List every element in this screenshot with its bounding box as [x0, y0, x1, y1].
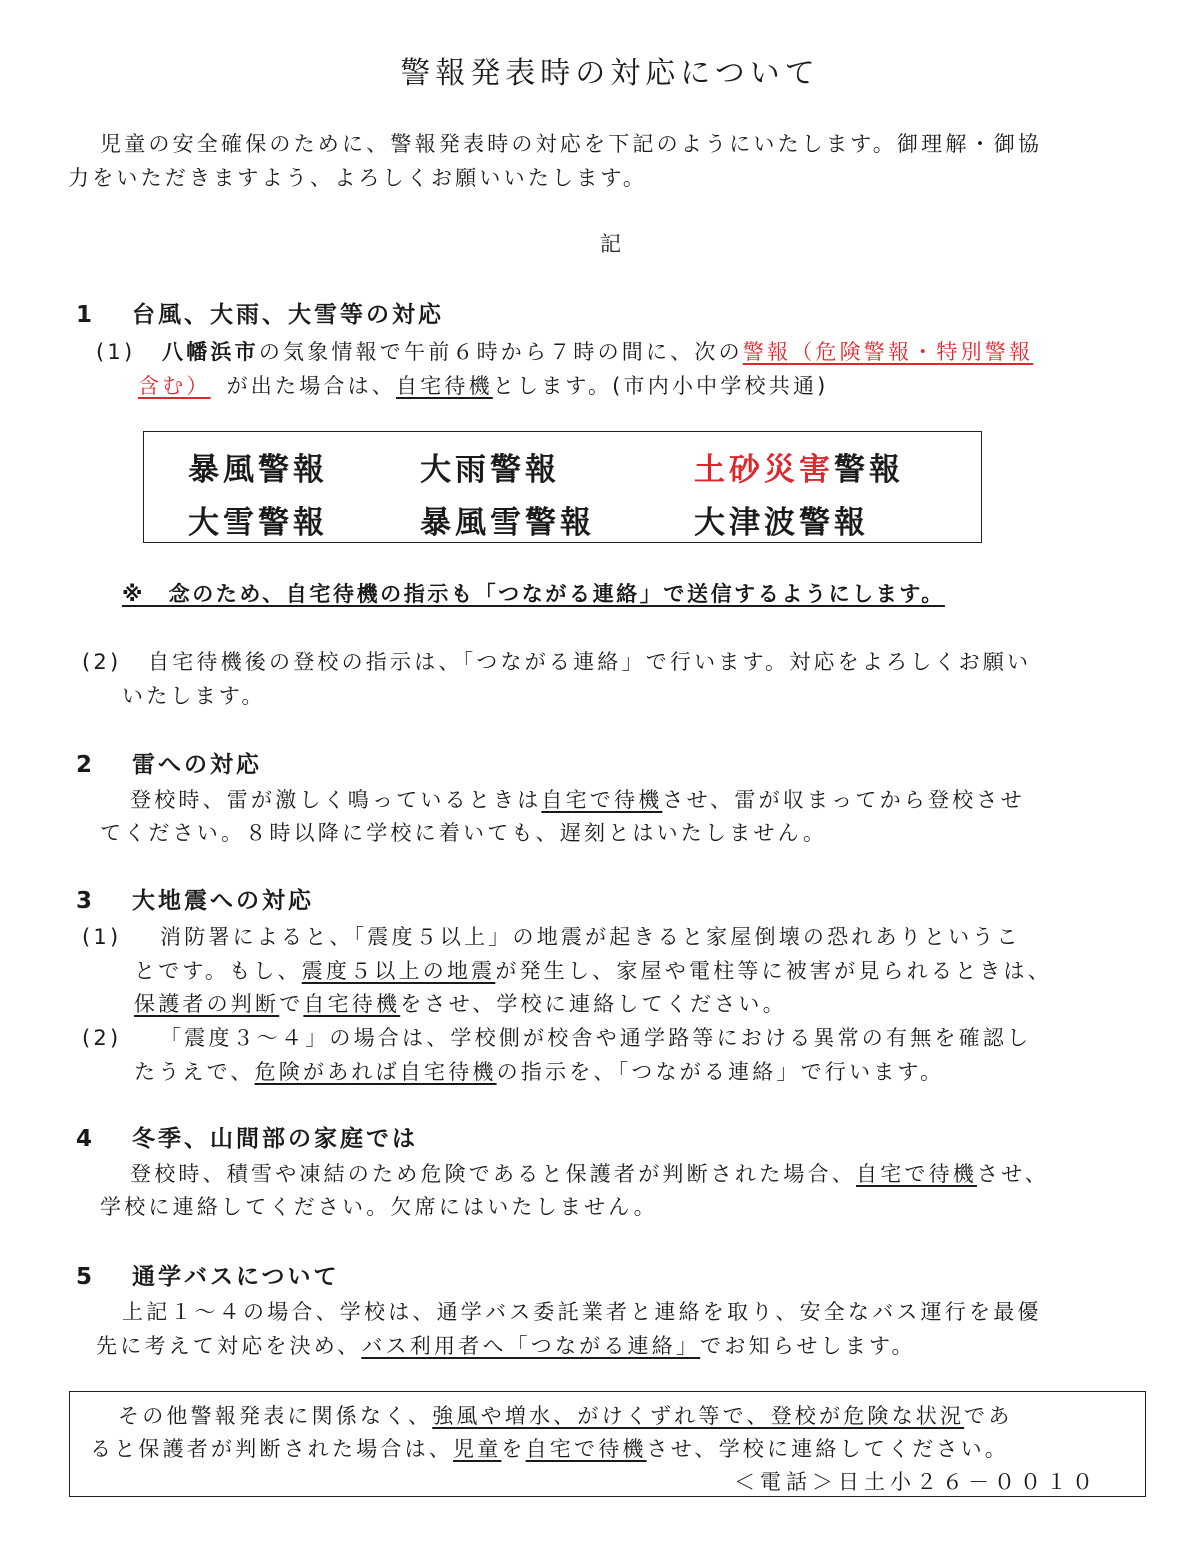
- footer-line-1: [118, 1400, 1013, 1430]
- section-3-title: 大地震への対応: [132, 888, 314, 914]
- footer-text-c: ると保護者が判断された場合は、: [90, 1437, 453, 1461]
- s3-p1-underline-a: 震度５以上の地震: [301, 959, 496, 983]
- s1-p1-line-1: [96, 336, 1033, 366]
- s1-p2-text-a: 自宅待機後の登校の指示は、「つながる連絡」で行います。対応をよろしくお願い: [148, 650, 1032, 674]
- s1-p2-label: (2): [82, 650, 122, 674]
- s2-text-a: 登校時、雷が激しく鳴っているときは: [130, 788, 542, 812]
- s3-p2-text-b: たうえで、: [134, 1060, 255, 1084]
- s3-p1-underline-b: 保護者の判断: [134, 992, 280, 1016]
- warning-ooame: 大雨警報: [420, 452, 560, 488]
- s1-p1-red-b: 含む）: [138, 374, 211, 398]
- s1-note: ※ 念のため、自宅待機の指示も「つながる連絡」で送信するようにします。: [122, 582, 945, 606]
- s1-p2-line-2: いたします。: [122, 684, 266, 708]
- s5-line-1: 上記１～４の場合、学校は、通学バス委託業者と連絡を取り、安全なバス運行を最優: [122, 1300, 1042, 1324]
- section-1-heading: [76, 296, 444, 329]
- section-2-heading: [76, 746, 262, 779]
- footer-line-2: [90, 1433, 1009, 1463]
- s3-p2-line-1: [82, 1022, 1031, 1052]
- s3-p2-text-c: の指示を、「つながる連絡」で行います。: [496, 1060, 945, 1084]
- s3-p2-underline: 危険があれば自宅待機: [254, 1060, 497, 1084]
- section-4-heading: [76, 1120, 418, 1153]
- section-5-number: 5: [76, 1264, 96, 1290]
- footer-text-a: その他警報発表に関係なく、: [118, 1404, 433, 1428]
- s5-text-a: 先に考えて対応を決め、: [96, 1334, 362, 1358]
- s1-p1-red-a: 警報（危険警報・特別警報: [742, 340, 1034, 364]
- ki-marker: 記: [600, 232, 625, 256]
- s1-p1-text-a: の気象情報で午前６時から７時の間に、次の: [258, 340, 743, 364]
- intro-line-1: 児童の安全確保のために、警報発表時の対応を下記のようにいたします。御理解・御協: [100, 132, 1043, 156]
- s5-text-b: でお知らせします。: [700, 1334, 916, 1358]
- s3-p1-line-1: [82, 921, 1021, 951]
- s1-p1-text-b: が出た場合は、: [226, 374, 397, 398]
- s1-p2-line-1: [82, 646, 1031, 676]
- s3-p2-line-2: [134, 1056, 944, 1086]
- s4-line-2: 学校に連絡してください。欠席にはいたしません。: [100, 1195, 658, 1219]
- s2-line-1: [130, 784, 1025, 814]
- s1-p1-label: (1): [96, 340, 136, 364]
- section-2-title: 雷への対応: [132, 752, 262, 778]
- warning-ooyuki: 大雪警報: [188, 505, 328, 541]
- section-1-title: 台風、大雨、大雪等の対応: [132, 302, 444, 328]
- page-title: 警報発表時の対応について: [400, 56, 820, 91]
- s3-p1-line-3: [134, 988, 787, 1018]
- section-4-number: 4: [76, 1126, 96, 1152]
- s4-text-a: 登校時、積雪や凍結のため危険であると保護者が判断された場合、: [130, 1162, 856, 1186]
- s3-p2-label: (2): [82, 1026, 122, 1050]
- intro-line-2: 力をいただきますよう、よろしくお願いいたします。: [68, 166, 648, 190]
- s3-p1-text-d: で: [279, 992, 304, 1016]
- s3-p1-text-a: 消防署によると、「震度５以上」の地震が起きると家屋倒壊の恐れありというこ: [160, 925, 1021, 949]
- section-2-number: 2: [76, 752, 96, 778]
- s1-p1-text-c: とします。(市内小中学校共通): [492, 374, 829, 398]
- s1-p1-underline: 自宅待機: [396, 374, 493, 398]
- section-3-number: 3: [76, 888, 96, 914]
- s3-p1-label: (1): [82, 925, 122, 949]
- s5-underline: バス利用者へ「つながる連絡」: [361, 1334, 701, 1358]
- section-1-number: 1: [76, 302, 96, 328]
- s5-line-2: [96, 1330, 916, 1360]
- s2-line-2: てください。８時以降に学校に着いても、遅刻とはいたしません。: [100, 821, 828, 845]
- footer-underline-a: 強風や増水、がけくずれ等で、登校が危険な状況: [432, 1404, 965, 1428]
- section-5-title: 通学バスについて: [132, 1264, 340, 1290]
- section-4-title: 冬季、山間部の家庭では: [132, 1126, 418, 1152]
- s4-line-1: [130, 1158, 1049, 1188]
- warning-boufuusetsu: 暴風雪警報: [420, 505, 595, 541]
- footer-underline-b: 児童: [453, 1437, 502, 1461]
- warning-dosha-rest: 警報: [834, 452, 904, 488]
- footer-phone: ＜電話＞日土小２６－００１０: [734, 1470, 1098, 1494]
- warning-ootsunami: 大津波警報: [694, 505, 869, 541]
- footer-text-e: させ、学校に連絡してください。: [646, 1437, 1009, 1461]
- s3-p1-text-e: をさせ、学校に連絡してください。: [400, 992, 787, 1016]
- s4-text-b: させ、: [977, 1162, 1049, 1186]
- s1-p1-city: 八幡浜市: [162, 340, 259, 364]
- section-3-heading: [76, 882, 314, 915]
- s3-p1-text-b: とです。もし、: [134, 959, 302, 983]
- s2-underline: 自宅で待機: [541, 788, 663, 812]
- s2-text-b: させ、雷が収まってから登校させ: [662, 788, 1025, 812]
- s3-p2-text-a: 「震度３～４」の場合は、学校側が校舎や通学路等における異常の有無を確認し: [160, 1026, 1032, 1050]
- s3-p1-text-c: が発生し、家屋や電柱等に被害が見られるときは、: [495, 959, 1052, 983]
- footer-underline-c: 自宅で待機: [525, 1437, 647, 1461]
- footer-text-b: であ: [964, 1404, 1013, 1428]
- s3-p1-underline-c: 自宅待機: [303, 992, 401, 1016]
- s1-p1-line-2: [138, 370, 829, 400]
- warning-dosha-red: 土砂災害: [694, 452, 834, 488]
- footer-text-d: を: [501, 1437, 526, 1461]
- warning-boufuu: 暴風警報: [188, 452, 328, 488]
- warning-dosha: [694, 444, 904, 489]
- section-5-heading: [76, 1258, 340, 1291]
- s3-p1-line-2: [134, 955, 1052, 985]
- s4-underline: 自宅で待機: [856, 1162, 977, 1186]
